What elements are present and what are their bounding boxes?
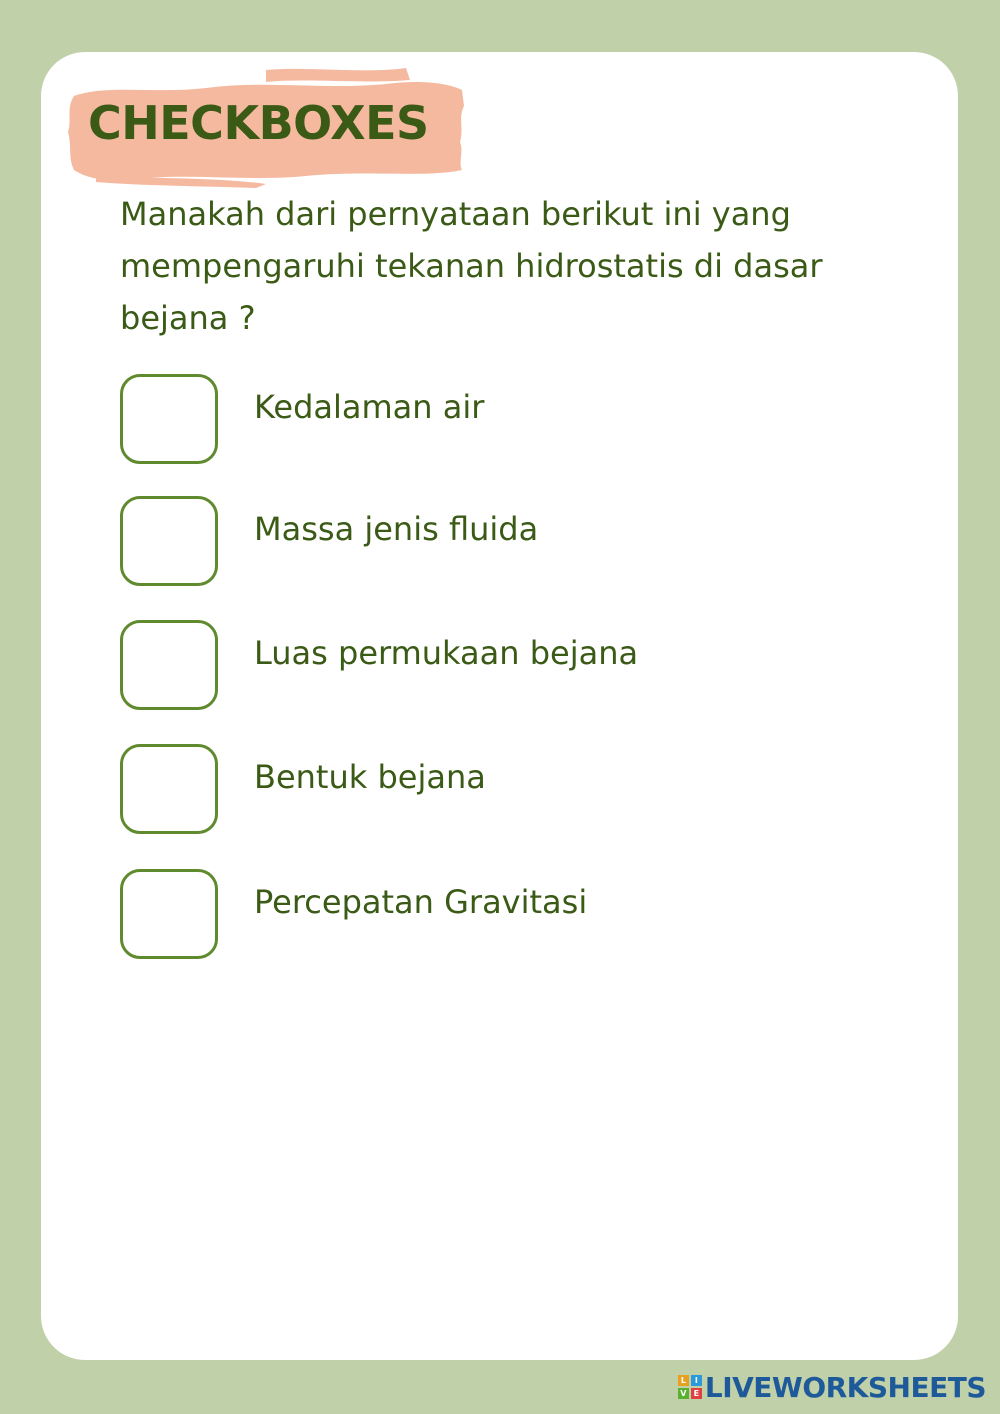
logo-mark-letter: E [691,1388,702,1399]
option-label: Massa jenis fluida [254,510,539,548]
logo-mark-letter: L [678,1375,689,1386]
option-row [120,374,900,464]
page-title: CHECKBOXES [88,96,429,150]
checkbox[interactable] [120,744,218,834]
liveworksheets-logo [678,1370,986,1404]
option-label: Bentuk bejana [254,758,486,796]
option-row [120,869,900,959]
option-row [120,744,900,834]
option-row [120,620,900,710]
logo-mark-letter: V [678,1388,689,1399]
checkbox[interactable] [120,374,218,464]
option-row [120,496,900,586]
brand-name: LIVEWORKSHEETS [704,1370,986,1404]
logo-mark-icon [678,1375,702,1399]
checkbox[interactable] [120,620,218,710]
checkbox[interactable] [120,869,218,959]
option-label: Kedalaman air [254,388,485,426]
question-text: Manakah dari pernyataan berikut ini yang mempengaruhi tekanan hidrostatis di dasar bejana ? [120,195,823,337]
option-label: Percepatan Gravitasi [254,883,588,921]
logo-mark-letter: I [691,1375,702,1386]
option-label: Luas permukaan bejana [254,634,639,672]
title-banner [66,66,466,188]
checkbox[interactable] [120,496,218,586]
